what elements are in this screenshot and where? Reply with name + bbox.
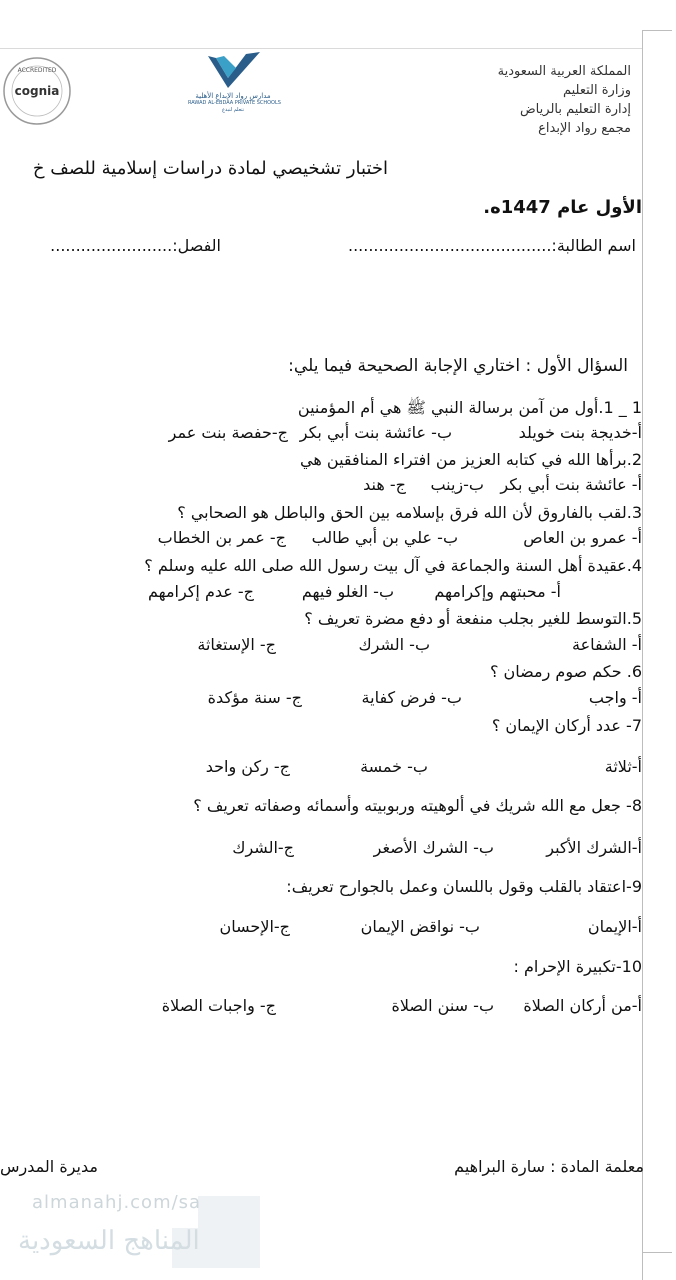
page-corner-mark-top <box>642 30 672 31</box>
ministry-header <box>498 62 631 138</box>
school-logo-mark-icon <box>202 50 264 92</box>
question-2-option-a: أ- عائشة بنت أبي بكر <box>500 475 642 494</box>
watermark-url: almanahj.com/sa <box>32 1192 202 1213</box>
question-1: 1 _ 1.أول من آمن برسالة النبي ﷺ هي أم المؤمنين <box>297 398 642 417</box>
question-6-option-a: أ- واجب <box>588 688 642 707</box>
question-section-header: السؤال الأول : اختاري الإجابة الصحيحة فيما يلي: <box>288 356 628 376</box>
question-1-option-b: ب- عائشة بنت أبي بكر <box>299 423 452 442</box>
student-name-field: اسم الطالبة:........................................ <box>347 236 636 255</box>
school-logo <box>188 50 281 120</box>
question-8-option-a: أ-الشرك الأكبر <box>546 838 642 857</box>
question-5: 5.التوسط للغير بجلب منفعة أو دفع مضرة تعريف ؟ <box>304 609 642 628</box>
question-10-option-a: أ-من أركان الصلاة <box>523 996 642 1015</box>
question-4-option-a: أ- محبتهم وإكرامهم <box>434 582 561 601</box>
question-7-option-b: ب- خمسة <box>360 757 428 776</box>
question-10-option-c: ج- واجبات الصلاة <box>161 996 276 1015</box>
question-3-option-b: ب- علي بن أبي طالب <box>311 528 458 547</box>
question-2-option-b: ب-زينب <box>430 475 484 494</box>
question-1-option-c: ج-حفصة بنت عمر <box>168 423 288 442</box>
school-logo-name: مدارس رواد الإبداع الأهلية <box>195 92 271 100</box>
question-10-option-b: ب- سنن الصلاة <box>391 996 494 1015</box>
watermark-brand: المناهج السعودية <box>18 1226 200 1256</box>
page-corner-mark-bottom <box>642 1252 672 1253</box>
question-4-option-b: ب- الغلو فيهم <box>301 582 394 601</box>
ministry-line: إدارة التعليم بالرياض <box>519 102 631 117</box>
ministry-line: مجمع رواد الإبداع <box>538 121 631 136</box>
question-6-option-c: ج- سنة مؤكدة <box>207 688 302 707</box>
cognia-seal-icon <box>2 56 72 126</box>
cognia-top-text: ACCREDITED <box>17 67 57 74</box>
question-7-option-c: ج- ركن واحد <box>205 757 290 776</box>
question-8: 8- جعل مع الله شريك في ألوهيته وربوبيته وأسمائه وصفاته تعريف ؟ <box>193 796 642 815</box>
ministry-line: المملكة العربية السعودية <box>497 64 631 79</box>
question-2: 2.برأها الله في كتابه العزيز من افتراء المنافقين هي <box>300 450 642 469</box>
student-class-field: الفصل:........................ <box>50 236 221 255</box>
teacher-signature-label: معلمة المادة : سارة البراهيم <box>454 1157 644 1176</box>
question-9-option-a: أ-الإيمان <box>587 917 642 936</box>
question-7-option-a: أ-ثلاثة <box>604 757 642 776</box>
question-8-option-b: ب- الشرك الأصغر <box>373 838 494 857</box>
question-2-option-c: ج- هند <box>363 475 406 494</box>
question-3-option-a: أ- عمرو بن العاص <box>523 528 642 547</box>
cognia-name: cognia <box>14 84 60 98</box>
page-right-edge <box>642 30 643 1280</box>
watermark-block <box>198 1196 260 1268</box>
question-4: 4.عقيدة أهل السنة والجماعة في آل بيت رسول الله صلى الله عليه وسلم ؟ <box>144 556 642 575</box>
question-10: 10-تكبيرة الإحرام : <box>513 957 642 976</box>
exam-title: اختبار تشخيصي لمادة دراسات إسلامية للصف خ <box>32 158 388 179</box>
principal-signature-label: مديرة المدرس <box>0 1157 98 1176</box>
question-5-option-a: أ- الشفاعة <box>572 635 642 654</box>
page-top-edge <box>0 48 642 49</box>
question-8-option-c: ج-الشرك <box>232 838 294 857</box>
cognia-seal <box>2 56 72 126</box>
question-9: 9-اعتقاد بالقلب وقول باللسان وعمل بالجوارح تعريف: <box>286 877 642 896</box>
question-6-option-b: ب- فرض كفاية <box>361 688 462 707</box>
school-logo-name-en: RAWAD AL-EBDAA PRIVATE SCHOOLS <box>188 100 281 106</box>
question-5-option-c: ج- الإستغاثة <box>197 635 276 654</box>
exam-year: الأول عام 1447ه. <box>483 197 642 218</box>
question-6: 6. حكم صوم رمضان ؟ <box>489 662 642 681</box>
question-1-option-a: أ-خديجة بنت خويلد <box>518 423 642 442</box>
question-7: 7- عدد أركان الإيمان ؟ <box>491 716 642 735</box>
question-9-option-b: ب- نواقض الإيمان <box>360 917 480 936</box>
question-5-option-b: ب- الشرك <box>358 635 430 654</box>
question-3: 3.لقب بالفاروق لأن الله فرق بإسلامه بين الحق والباطل هو الصحابي ؟ <box>177 503 642 522</box>
question-4-option-c: ج- عدم إكرامهم <box>147 582 254 601</box>
ministry-line: وزارة التعليم <box>562 83 631 98</box>
question-9-option-c: ج-الإحسان <box>219 917 290 936</box>
school-logo-tagline: نتعلم لنبدع <box>221 107 245 113</box>
question-3-option-c: ج- عمر بن الخطاب <box>157 528 286 547</box>
